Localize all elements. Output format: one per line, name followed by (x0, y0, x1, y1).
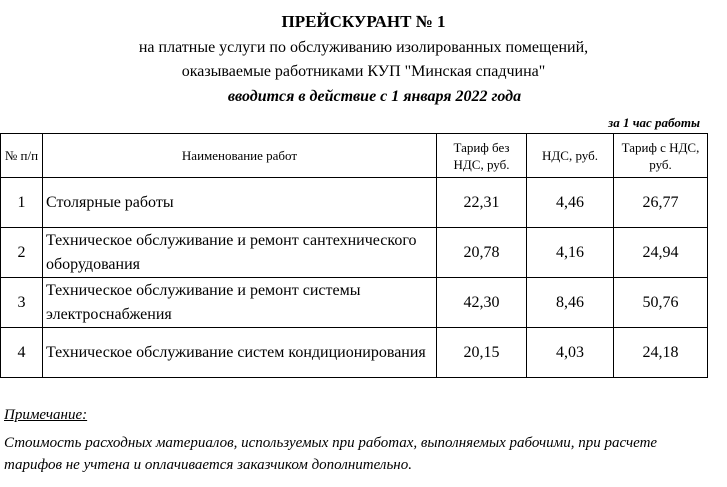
row-tariff-no-vat: 20,15 (437, 328, 527, 378)
row-vat: 4,16 (527, 228, 614, 278)
row-name: Столярные работы (43, 178, 437, 228)
subtitle-line-2: оказываемые работниками КУП "Минская спадчина" (181, 63, 546, 80)
row-tariff-no-vat: 42,30 (437, 278, 527, 328)
table-row (1, 178, 708, 228)
row-num: 4 (1, 328, 43, 378)
note-heading: Примечание: (4, 407, 88, 423)
row-tariff-no-vat: 22,31 (437, 178, 527, 228)
subtitle-line-1: на платные услуги по обслуживанию изолированных помещений, (138, 39, 589, 56)
row-vat: 8,46 (527, 278, 614, 328)
price-table (0, 133, 708, 378)
row-tariff-no-vat: 20,78 (437, 228, 527, 278)
row-tariff-vat: 24,94 (614, 228, 708, 278)
table-row (1, 278, 708, 328)
table-row (1, 328, 708, 378)
table-row (1, 228, 708, 278)
row-tariff-vat: 26,77 (614, 178, 708, 228)
row-name: Техническое обслуживание и ремонт системы электроснабжения (43, 278, 437, 328)
row-vat: 4,46 (527, 178, 614, 228)
unit-label: за 1 час работы (608, 115, 700, 130)
row-name: Техническое обслуживание систем кондиционирования (43, 328, 437, 378)
row-tariff-vat: 50,76 (614, 278, 708, 328)
col-header-vat: НДС, руб. (527, 134, 614, 178)
row-num: 1 (1, 178, 43, 228)
price-list-title: ПРЕЙСКУРАНТ № 1 (281, 12, 446, 31)
col-header-tariff-no-vat: Тариф без НДС, руб. (437, 134, 527, 178)
col-header-tariff-vat: Тариф с НДС, руб. (614, 134, 708, 178)
col-header-name: Наименование работ (43, 134, 437, 178)
note-text: Стоимость расходных материалов, используемых при работах, выполняемых рабочими, при расчете тарифов не учтена и оплачивается заказчиком дополнительно. (4, 435, 658, 473)
col-header-num: № п/п (1, 134, 43, 178)
row-tariff-vat: 24,18 (614, 328, 708, 378)
row-num: 3 (1, 278, 43, 328)
row-name: Техническое обслуживание и ремонт сантехнического оборудования (43, 228, 437, 278)
row-num: 2 (1, 228, 43, 278)
row-vat: 4,03 (527, 328, 614, 378)
effective-date: вводится в действие с 1 января 2022 года (227, 88, 522, 105)
table-header-row (1, 134, 708, 178)
